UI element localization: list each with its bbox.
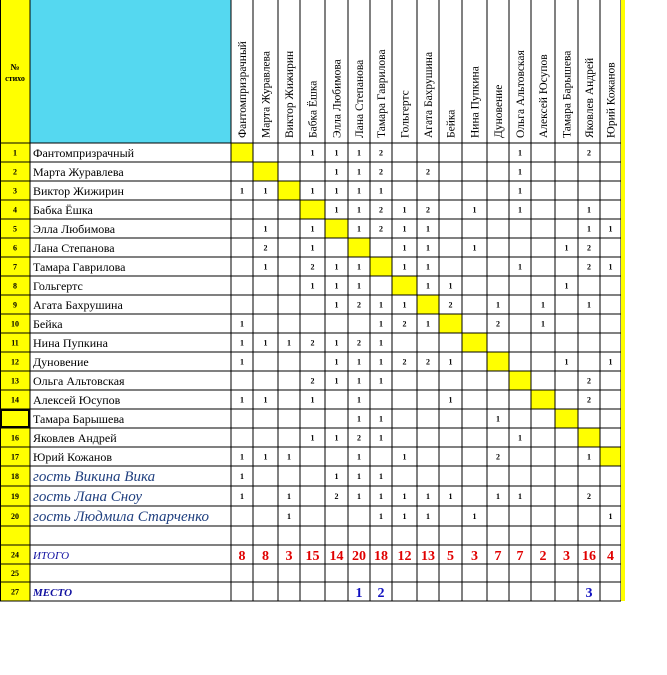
vote-cell: 1	[334, 376, 339, 386]
vote-cell: 1	[608, 357, 613, 367]
place-cell: 3	[585, 586, 593, 601]
vote-cell: 1	[426, 492, 430, 501]
vote-cell: 1	[587, 224, 591, 234]
total-cell: 20	[352, 549, 366, 564]
self-vote-cell	[439, 314, 462, 333]
row-name: Нина Пупкина	[33, 336, 108, 350]
vote-cell: 2	[310, 262, 315, 272]
row-number: 17	[11, 452, 19, 462]
vote-cell: 2	[426, 167, 430, 177]
total-cell: 18	[374, 549, 388, 564]
vote-cell: 2	[357, 338, 361, 348]
row-number: 25	[11, 569, 19, 578]
self-vote-cell	[600, 447, 621, 466]
row-number: 10	[11, 319, 19, 329]
self-vote-cell	[370, 257, 392, 276]
place-cell: 1	[355, 586, 363, 601]
vote-cell: 2	[310, 376, 315, 386]
vote-cell: 1	[448, 357, 453, 367]
vote-cell: 1	[357, 205, 361, 215]
vote-cell: 1	[240, 357, 244, 367]
vote-cell: 1	[357, 452, 361, 462]
name-header-cell	[30, 0, 231, 143]
vote-cell: 1	[240, 472, 244, 481]
self-vote-cell	[348, 238, 370, 257]
total-cell: 14	[329, 549, 344, 564]
vote-cell: 2	[426, 357, 430, 367]
row-name: Алексей Юсупов	[33, 393, 121, 407]
total-cell: 12	[397, 549, 412, 564]
place-cell: 2	[377, 586, 385, 601]
vote-cell: 1	[448, 395, 453, 405]
vote-cell: 1	[357, 281, 361, 291]
vote-cell: 1	[379, 512, 383, 521]
column-header-8: Гольгертс	[399, 90, 412, 138]
vote-cell: 1	[379, 319, 383, 329]
vote-cell: 1	[310, 186, 315, 196]
vote-cell: 1	[564, 243, 569, 253]
vote-cell: 1	[608, 512, 613, 521]
row-name: Бейка	[33, 317, 63, 331]
self-vote-cell	[325, 219, 348, 238]
vote-cell: 1	[334, 300, 339, 310]
num-header-sublabel: стихо	[5, 74, 25, 83]
row-number: 2	[13, 167, 17, 177]
vote-cell: 1	[357, 395, 361, 405]
vote-cell: 1	[357, 224, 361, 234]
row-number: 20	[11, 512, 19, 521]
column-header-3: Виктор Жижирин	[284, 50, 296, 138]
row-name: гость Викина Вика	[33, 469, 156, 485]
vote-cell: 1	[310, 395, 315, 405]
vote-cell: 2	[587, 376, 591, 386]
row-number-cell	[0, 526, 30, 545]
vote-cell: 1	[357, 492, 361, 501]
vote-cell: 1	[287, 338, 291, 348]
self-vote-cell	[555, 409, 578, 428]
row-number: 12	[11, 357, 19, 367]
vote-cell: 1	[518, 186, 522, 196]
vote-cell: 1	[379, 338, 383, 348]
vote-cell: 1	[472, 512, 477, 521]
row-number-cell	[0, 409, 30, 428]
total-cell: 16	[582, 549, 596, 564]
self-vote-cell	[392, 276, 417, 295]
row-number: 24	[11, 550, 19, 560]
num-header-label: №	[10, 62, 20, 72]
vote-cell: 1	[379, 300, 383, 310]
vote-cell: 1	[334, 262, 339, 272]
vote-cell: 1	[402, 452, 407, 462]
vote-cell: 1	[334, 338, 339, 348]
vote-cell: 1	[263, 338, 268, 348]
column-header-2: Марта Журавлева	[260, 51, 273, 138]
vote-cell: 1	[334, 433, 339, 443]
vote-cell: 1	[472, 205, 477, 215]
vote-cell: 1	[587, 300, 591, 310]
row-name: гость Лана Сноу	[33, 489, 143, 505]
total-cell: 3	[471, 549, 478, 564]
vote-cell: 1	[518, 262, 522, 272]
vote-cell: 1	[334, 281, 339, 291]
vote-cell: 2	[587, 262, 591, 272]
self-vote-cell	[278, 181, 300, 200]
vote-cell: 1	[448, 492, 453, 501]
total-cell: 3	[285, 549, 293, 564]
vote-cell: 2	[587, 492, 591, 501]
row-number: 4	[13, 205, 17, 215]
row-name: Лана Степанова	[33, 241, 115, 255]
vote-cell: 1	[402, 262, 407, 272]
vote-cell: 1	[518, 433, 522, 443]
row-number: 16	[11, 433, 19, 443]
vote-cell: 1	[518, 148, 522, 158]
column-header-16: Яковлев Андрей	[584, 57, 596, 138]
vote-cell: 1	[379, 472, 383, 481]
vote-cell: 1	[240, 492, 244, 501]
vote-cell: 2	[587, 395, 591, 405]
column-header-9: Агата Бахрушина	[423, 51, 435, 138]
self-vote-cell	[531, 390, 555, 409]
row-name: Агата Бахрушина	[33, 298, 123, 312]
vote-cell: 1	[496, 300, 500, 310]
column-header-7: Тамара Гаврилова	[376, 49, 388, 138]
vote-cell: 1	[287, 512, 291, 521]
vote-cell: 1	[426, 224, 430, 234]
vote-cell: 2	[379, 167, 383, 177]
row-number: 14	[11, 395, 19, 405]
vote-cell: 1	[334, 148, 339, 158]
vote-cell: 1	[263, 452, 268, 462]
right-edge-stripe	[621, 0, 625, 601]
vote-cell: 1	[379, 186, 383, 196]
self-vote-cell	[231, 143, 253, 162]
self-vote-cell	[578, 428, 600, 447]
vote-cell: 2	[587, 148, 591, 158]
vote-cell: 2	[426, 205, 430, 215]
vote-cell: 2	[448, 300, 453, 310]
vote-cell: 1	[357, 472, 361, 481]
self-vote-cell	[462, 333, 487, 352]
vote-cell: 1	[608, 224, 613, 234]
vote-cell: 1	[518, 492, 522, 501]
row-number: 11	[11, 338, 19, 348]
vote-cell: 1	[564, 281, 569, 291]
column-header-13: Ольга Альтовская	[515, 50, 527, 138]
column-header-12: Дуновение	[493, 84, 505, 138]
row-number: 19	[11, 492, 19, 501]
vote-cell: 1	[379, 357, 383, 367]
vote-cell: 2	[379, 205, 383, 215]
column-header-17: Юрий Кожанов	[605, 62, 618, 138]
vote-cell: 1	[402, 512, 407, 521]
row-number: 13	[11, 376, 19, 386]
vote-cell: 2	[357, 300, 361, 310]
row-name: Фантомпризрачный	[33, 146, 135, 160]
vote-cell: 1	[287, 452, 291, 462]
vote-cell: 1	[379, 492, 383, 501]
vote-cell: 1	[608, 262, 613, 272]
total-cell: 3	[563, 549, 570, 564]
row-name: Тамара Барышева	[33, 412, 125, 426]
vote-cell: 1	[402, 205, 407, 215]
vote-cell: 1	[472, 243, 477, 253]
vote-cell: 1	[334, 472, 339, 481]
vote-cell: 1	[334, 205, 339, 215]
total-cell: 8	[262, 549, 269, 564]
self-vote-cell	[300, 200, 325, 219]
vote-cell: 1	[402, 492, 407, 501]
total-cell: 15	[305, 549, 320, 564]
vote-cell: 1	[310, 281, 315, 291]
vote-cell: 1	[496, 414, 500, 424]
row-name: Тамара Гаврилова	[33, 260, 126, 274]
vote-cell: 1	[240, 395, 244, 405]
vote-cell: 1	[240, 319, 244, 329]
vote-cell: 1	[357, 167, 361, 177]
vote-cell: 1	[426, 512, 430, 521]
row-name: гость Людмила Старченко	[33, 509, 210, 525]
row-name: Яковлев Андрей	[33, 431, 117, 445]
vote-cell: 1	[402, 224, 407, 234]
vote-cell: 1	[310, 224, 315, 234]
row-name: МЕСТО	[33, 587, 73, 599]
vote-cell: 1	[357, 148, 361, 158]
row-number: 5	[13, 224, 17, 234]
row-number: 27	[11, 587, 19, 597]
column-header-1: Фантомпризрачный	[237, 41, 249, 138]
column-header-15: Тамара Барышева	[561, 50, 574, 138]
vote-cell: 2	[496, 319, 500, 329]
row-name: Элла Любимова	[33, 222, 116, 236]
vote-cell: 1	[287, 492, 291, 501]
vote-cell: 1	[357, 414, 361, 424]
vote-cell: 2	[402, 319, 407, 329]
vote-cell: 1	[263, 395, 268, 405]
row-name: Бабка Ёшка	[33, 203, 93, 217]
row-number: 9	[13, 300, 17, 310]
vote-cell: 1	[518, 167, 522, 177]
self-vote-cell	[487, 352, 509, 371]
column-header-14: Алексей Юсупов	[538, 54, 550, 138]
vote-cell: 1	[541, 300, 545, 310]
row-number: 8	[13, 281, 17, 291]
vote-cell: 1	[263, 262, 268, 272]
vote-cell: 2	[379, 148, 383, 158]
self-vote-cell	[509, 371, 531, 390]
vote-cell: 1	[518, 205, 522, 215]
vote-cell: 1	[541, 319, 545, 329]
column-header-5: Элла Любимова	[331, 59, 344, 138]
total-cell: 7	[494, 549, 502, 564]
vote-cell: 2	[357, 433, 361, 443]
vote-cell: 1	[240, 338, 244, 348]
vote-cell: 2	[496, 452, 500, 462]
row-name: Гольгертс	[33, 279, 83, 293]
vote-cell: 1	[426, 319, 430, 329]
self-vote-cell	[417, 295, 439, 314]
vote-cell: 1	[310, 433, 315, 443]
vote-cell: 1	[310, 243, 315, 253]
row-name: Марта Журавлева	[33, 165, 124, 179]
vote-cell: 1	[496, 492, 500, 501]
row-number: 6	[13, 243, 17, 253]
vote-cell: 1	[587, 205, 591, 215]
row-name: Дуновение	[33, 355, 89, 369]
vote-cell: 1	[334, 186, 339, 196]
row-number: 18	[11, 472, 19, 481]
row-name: Виктор Жижирин	[33, 184, 124, 198]
vote-cell: 2	[379, 224, 383, 234]
total-cell: 5	[447, 549, 454, 564]
column-header-6: Лана Степанова	[354, 59, 366, 138]
row-number: 7	[13, 262, 17, 272]
vote-cell: 1	[448, 281, 453, 291]
vote-cell: 2	[334, 492, 339, 501]
total-cell: 13	[421, 549, 435, 564]
row-name: ИТОГО	[33, 550, 70, 562]
vote-cell: 1	[379, 376, 383, 386]
vote-cell: 1	[426, 243, 430, 253]
column-header-4: Бабка Ёшка	[307, 80, 320, 138]
row-number: 3	[13, 186, 17, 196]
vote-cell: 1	[263, 224, 268, 234]
vote-cell: 1	[334, 357, 339, 367]
vote-cell: 2	[402, 357, 407, 367]
row-name: Юрий Кожанов	[33, 450, 112, 464]
vote-cell: 1	[263, 186, 268, 196]
vote-cell: 1	[402, 300, 407, 310]
vote-cell: 1	[402, 243, 407, 253]
vote-cell: 2	[587, 243, 591, 253]
vote-cell: 1	[426, 281, 430, 291]
total-cell: 2	[539, 549, 547, 564]
vote-cell: 1	[564, 357, 569, 367]
vote-cell: 1	[334, 167, 339, 177]
vote-cell: 2	[263, 243, 268, 253]
vote-cell: 1	[587, 452, 591, 462]
row-name: Ольга Альтовская	[33, 374, 125, 388]
vote-cell: 1	[357, 262, 361, 272]
vote-cell: 1	[310, 148, 315, 158]
vote-cell: 1	[379, 433, 383, 443]
column-header-10: Бейка	[445, 109, 458, 138]
vote-cell: 1	[240, 452, 244, 462]
vote-cell: 1	[357, 376, 361, 386]
row-number: 1	[13, 148, 17, 158]
vote-cell: 1	[357, 357, 361, 367]
column-header-11: Нина Пупкина	[469, 66, 482, 138]
vote-cell: 1	[426, 262, 430, 272]
vote-cell: 2	[310, 338, 315, 348]
vote-cell: 1	[240, 186, 244, 196]
vote-cell: 1	[379, 414, 383, 424]
self-vote-cell	[253, 162, 278, 181]
total-cell: 4	[607, 549, 614, 564]
total-cell: 8	[238, 549, 246, 564]
vote-cell: 1	[357, 186, 361, 196]
total-cell: 7	[516, 549, 524, 564]
